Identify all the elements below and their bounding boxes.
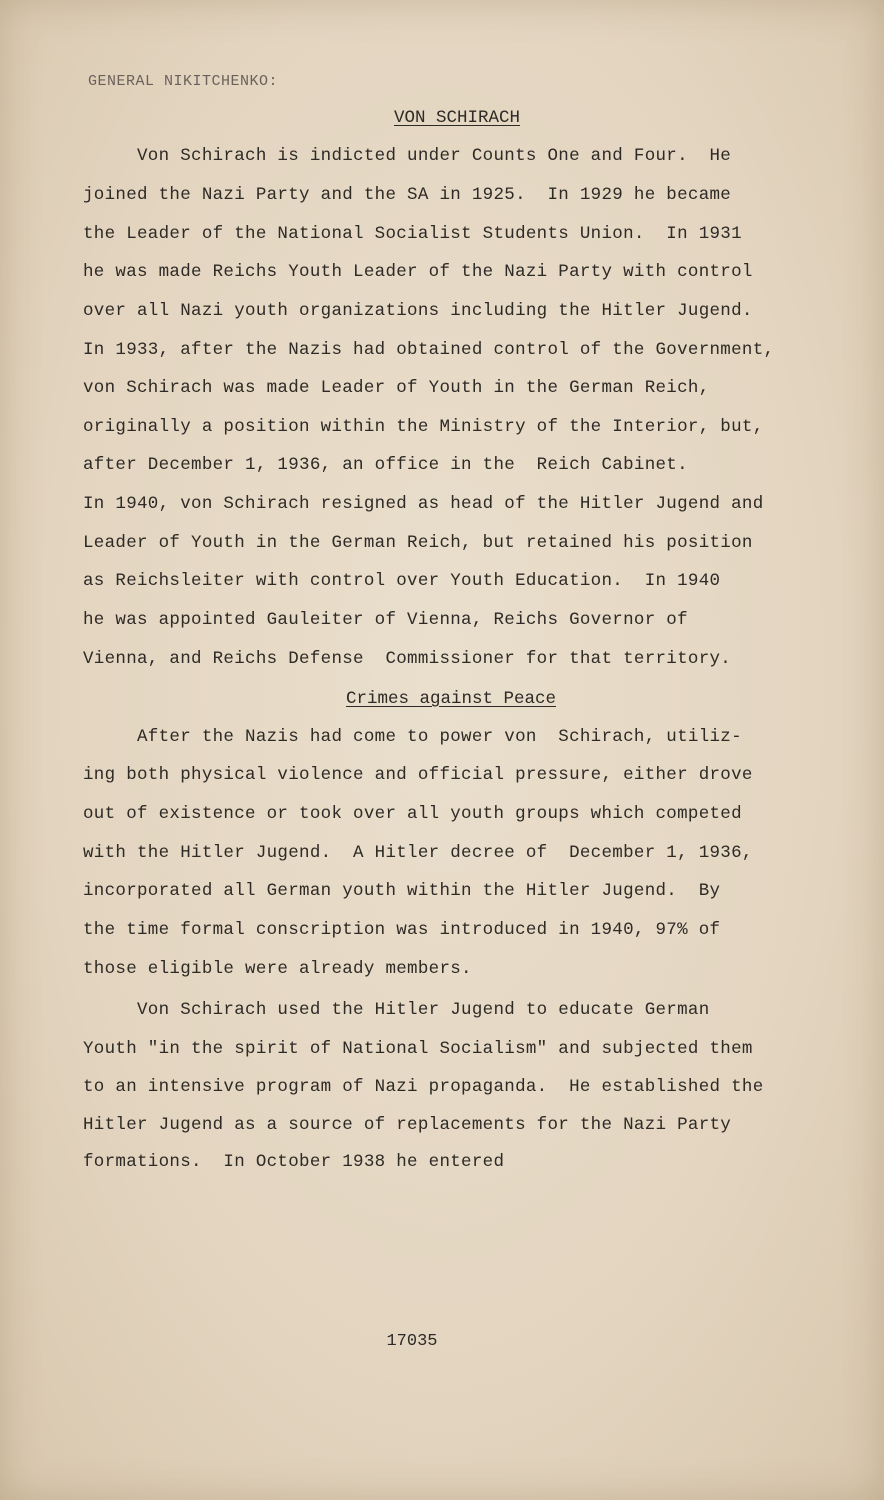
text-line: after December 1, 1936, an office in the Reich Cabinet. [83,455,688,475]
page-number: 17035 [386,1332,438,1351]
text-line: those eligible were already members. [83,959,472,979]
text-line: the Leader of the National Socialist Students Union. In 1931 [83,224,742,244]
text-line: von Schirach was made Leader of Youth in the German Reich, [83,378,710,398]
text-line: he was made Reichs Youth Leader of the Nazi Party with control [83,262,753,282]
text-line: Von Schirach is indicted under Counts One and Four. He [83,146,732,166]
text-line: over all Nazi youth organizations including the Hitler Jugend. [83,301,753,321]
text-line: with the Hitler Jugend. A Hitler decree of December 1, 1936, [83,843,753,863]
section-title: VON SCHIRACH [393,108,521,128]
text-line: the time formal conscription was introduced in 1940, 97% of [83,920,721,940]
text-line: out of existence or took over all youth groups which competed [83,804,742,824]
text-line: Leader of Youth in the German Reich, but retained his position [83,533,753,553]
text-line: ing both physical violence and official pressure, either drove [83,765,753,785]
text-line: incorporated all German youth within the Hitler Jugend. By [83,881,721,901]
text-line: After the Nazis had come to power von Schirach, utiliz- [83,727,742,747]
text-line: In 1933, after the Nazis had obtained control of the Government, [83,340,775,360]
subsection-heading: Crimes against Peace [345,689,557,709]
text-line: joined the Nazi Party and the SA in 1925. In 1929 he became [83,185,732,205]
text-line: Vienna, and Reichs Defense Commissioner for that territory. [83,649,732,669]
text-line: formations. In October 1938 he entered [83,1152,505,1172]
text-line: as Reichsleiter with control over Youth Education. In 1940 [83,571,721,591]
text-line: Von Schirach used the Hitler Jugend to educate German [83,1000,710,1020]
text-line: In 1940, von Schirach resigned as head of the Hitler Jugend and [83,494,764,514]
speaker-label: GENERAL NIKITCHENKO: [88,73,279,90]
text-line: to an intensive program of Nazi propaganda. He established the [83,1077,764,1097]
text-line: Youth "in the spirit of National Socialism" and subjected them [83,1039,753,1059]
text-line: he was appointed Gauleiter of Vienna, Reichs Governor of [83,610,688,630]
text-line: originally a position within the Ministry of the Interior, but, [83,417,764,437]
text-line: Hitler Jugend as a source of replacements for the Nazi Party [83,1115,732,1135]
